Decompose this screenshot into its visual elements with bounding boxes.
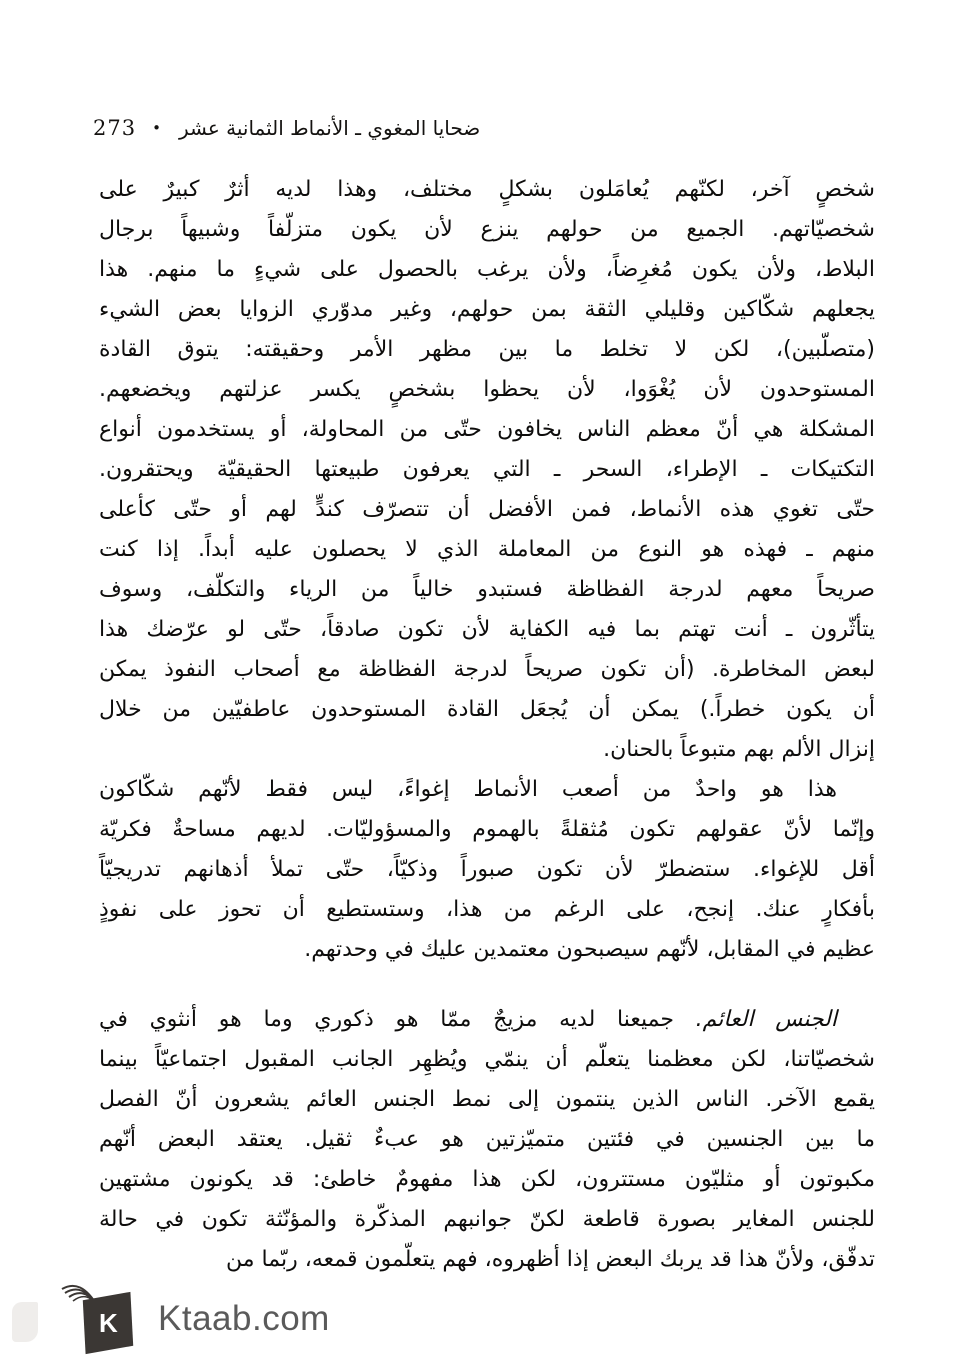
- text-line: شخصٍ آخر، لكنّهم يُعامَلون بشكلٍ مختلف، وهذا لديه أثرٌ كبيرٌ على: [99, 177, 875, 202]
- text-line: منهم ـ فهذه هو النوع من المعاملة الذي لا يحصلون عليه أبداً. إذا كنت: [99, 537, 875, 562]
- text-line: حتّى تغوي هذه الأنماط، فمن الأفضل أن تتصرّف كندٍّ لهم أو حتّى كأعلى: [99, 497, 875, 522]
- brand-name: Ktaab.com: [158, 1299, 330, 1338]
- text-line: ما بين الجنسين في فئتين متميّزتين هو عبءٌ ثقيل. يعتقد البعض أنّهم: [99, 1127, 875, 1152]
- text-line: الجنس العائم. جميعنا لديه مزيجٌ ممّا هو ذكوري وما هو أنثوي في: [99, 1007, 837, 1032]
- paragraph: [99, 170, 875, 770]
- text-line: هذا هو واحدٌ من أصعب الأنماط إغواءً، ليس فقط لأنّهم شكّاكون: [99, 777, 837, 802]
- text-line: تدفّق، ولأنّ هذا قد يربك البعض إذا أظهروه، فهم يتعلّمون قمعه، ربّما من: [226, 1247, 875, 1272]
- scan-edge-artifact: [12, 1302, 38, 1342]
- page-body: [99, 170, 875, 1280]
- text-line: التكتيكات ـ الإطراء، السحر ـ التي يعرفون طبيعتها الحقيقيّة ويحتقرون.: [99, 457, 875, 482]
- bullet-separator: •: [152, 119, 161, 137]
- text-line: أن يكون خطراً.) يمكن أن يُجعَل القادة المستوحدون عاطفيّين من خلال: [99, 697, 875, 722]
- text-line: للجنس المغاير بصورة قاطعة لكنّ جوانبهم المذكّرة والمؤنّثة تكون في حالة: [99, 1207, 875, 1232]
- paragraph: [99, 770, 875, 970]
- text-line: البلاط، ولأن يكون مُغرِضاً، ولأن يرغب بالحصول على شيءٍ ما منهم. هذا: [99, 257, 875, 282]
- text-line: المستوحدون لأن يُغْوَوا، لأن يحظوا بشخصٍ يكسر عزلتهم ويخضعهم.: [99, 377, 875, 402]
- text-line: أقل للإغواء. ستضطرّ لأن تكون صبوراً وذكيّاً، حتّى تملأ أذهانهم تدريجيّاً: [99, 857, 875, 882]
- ktaab-logo: [58, 1282, 142, 1356]
- text-line: المشكلة هي أنّ معظم الناس يخافون حتّى من المحاولة، أو يستخدمون أنواع: [99, 417, 875, 442]
- text-line: (متصلّبين)، لكن لا تخلط ما بين مظهر الأمر وحقيقته: يتوق القادة: [99, 337, 875, 362]
- footer-brand: [58, 1282, 330, 1356]
- logo-letter: K: [98, 1307, 118, 1338]
- text-line: شخصيّاتنا، لكن معظمنا يتعلّم أن ينمّي ويُظهِر الجانب المقبول اجتماعيّاً بينما: [99, 1047, 875, 1072]
- page-number: 273: [93, 116, 137, 140]
- text-line: شخصيّاتهم. الجميع من حولهم ينزع لأن يكون متزلّفاً وشبيهاً برجال: [99, 217, 875, 242]
- text-line: يتأثّرون ـ أنت تهتم بما فيه الكفاية لأن تكون صادقاً، حتّى لو عرّضك هذا: [99, 617, 875, 642]
- text-line: إنزال الألم بهم متبوعاً بالحنان.: [603, 737, 875, 762]
- section-lead-heading: الجنس العائم.: [695, 1007, 837, 1032]
- chapter-title: ضحايا المغوي ـ الأنماط الثمانية عشر: [178, 116, 481, 140]
- text-line: لبعض المخاطرة. (أن تكون صريحاً لدرجة الفظاظة مع أصحاب النفوذ يمكن: [99, 657, 875, 682]
- text-line: مكبوتون أو مثليّون مستترون، لكن هذا مفهومٌ خاطئ: قد يكونون مشتهين: [99, 1167, 875, 1192]
- book-cover-icon: [83, 1292, 133, 1354]
- text-line: بأفكارٍ عنك. إنجح، على الرغم من هذا، وستستطيع أن تحوز على نفوذٍ: [99, 897, 875, 922]
- text-line: وإنّما لأنّ عقولهم تكون مُثقلةً بالهموم والمسؤوليّات. لديهم مساحةٌ فكريّة: [99, 817, 875, 842]
- text-line: يقمع الآخر. الناس الذين ينتمون إلى نمط الجنس العائم يشعرون أنّ الفصل: [99, 1087, 875, 1112]
- running-head: [93, 116, 480, 140]
- text-line: يجعلهم شكّاكين وقليلي الثقة بمن حولهم، وغير مدوّري الزوايا بعض الشيء: [99, 297, 875, 322]
- text-line: عظيم في المقابل، لأنّهم سيصبحون معتمدين عليك في وحدتهم.: [304, 937, 875, 962]
- paragraph: [99, 1000, 875, 1280]
- text-line: صريحاً معهم لدرجة الفظاظة فستبدو خالياً من الرياء والتكلّف، وسوف: [99, 577, 875, 602]
